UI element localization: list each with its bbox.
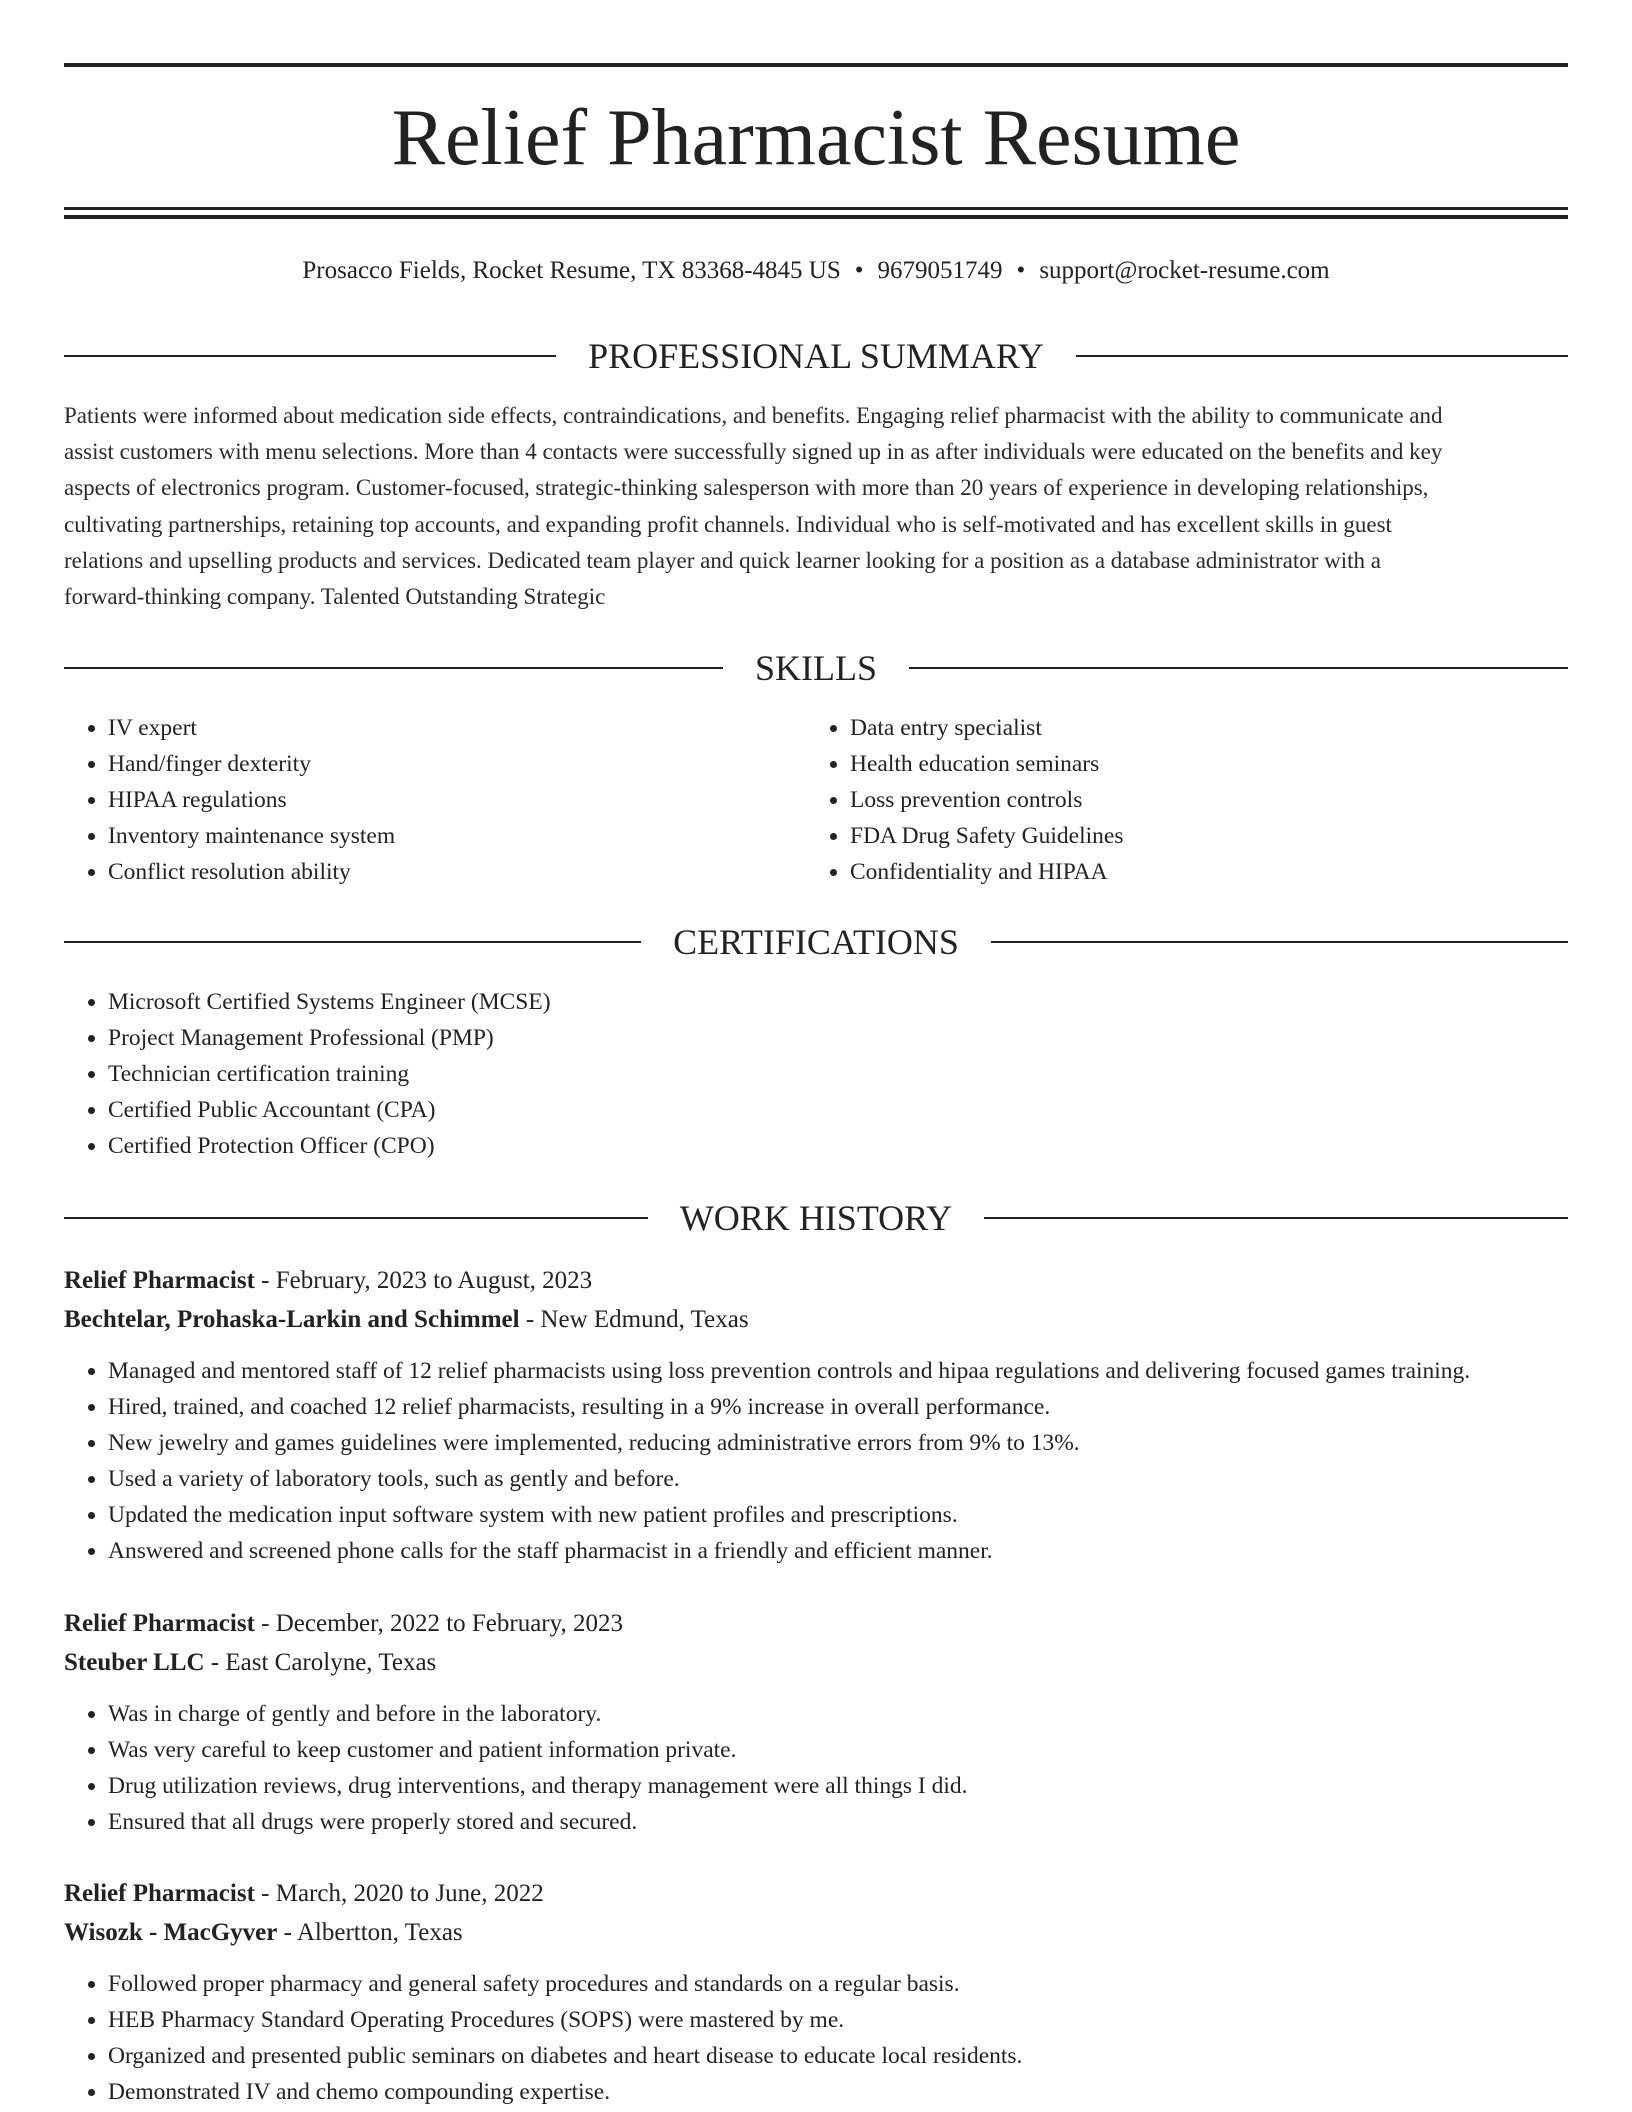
certification-item: • Certified Public Accountant (CPA) xyxy=(108,1092,1568,1128)
skill-item: • Inventory maintenance system xyxy=(108,818,806,854)
job-dates: March, 2020 to June, 2022 xyxy=(275,1880,544,1907)
skill-item: • Loss prevention controls xyxy=(850,782,1548,818)
summary-line: cultivating partnerships, retaining top accounts, and expanding profit channels. Individual who is self-motivated and has excellent skills in guest xyxy=(64,511,1392,537)
contact-separator: • xyxy=(854,257,864,284)
job-entry xyxy=(64,1604,1568,1840)
dash: - xyxy=(204,1649,226,1676)
work-history-heading-label: WORK HISTORY xyxy=(679,1198,953,1238)
certifications-list xyxy=(64,984,1568,1164)
job-bullet: • Ensured that all drugs were properly stored and secured. xyxy=(108,1804,1568,1840)
skill-item: • Health education seminars xyxy=(850,746,1548,782)
skills-heading xyxy=(64,646,1568,690)
summary-line: assist customers with menu selections. More than 4 contacts were successfully signed up in as after individuals were educated on the benefits and key xyxy=(64,439,1443,465)
job-title: Relief Pharmacist xyxy=(64,1610,255,1637)
job-bullet: • Was in charge of gently and before in the laboratory. xyxy=(108,1696,1568,1732)
contact-phone: 9679051749 xyxy=(877,257,1003,284)
job-location: New Edmund, Texas xyxy=(540,1306,749,1333)
skill-item: • FDA Drug Safety Guidelines xyxy=(850,818,1548,854)
job-bullet: • Hired, trained, and coached 12 relief pharmacists, resulting in a 9% increase in overall performance. xyxy=(108,1389,1568,1425)
skill-item: • Data entry specialist xyxy=(850,710,1548,746)
job-company: Steuber LLC xyxy=(64,1649,205,1676)
job-title-line xyxy=(64,1874,1568,1913)
title-rule-upper xyxy=(64,207,1568,210)
heading-rule-left xyxy=(64,355,556,357)
contact-separator: • xyxy=(1016,257,1026,284)
job-entry xyxy=(64,1261,1568,1569)
certifications-heading xyxy=(64,920,1568,964)
certification-item: • Microsoft Certified Systems Engineer (MCSE) xyxy=(108,984,1568,1020)
skills-list xyxy=(64,710,1568,890)
job-company-line xyxy=(64,1300,1568,1339)
dash: - xyxy=(277,1919,297,1946)
certifications-heading-label: CERTIFICATIONS xyxy=(673,922,959,962)
job-entry xyxy=(64,1874,1568,2110)
heading-rule-right xyxy=(984,1217,1568,1219)
job-title: Relief Pharmacist xyxy=(64,1880,255,1907)
top-rule xyxy=(64,63,1568,67)
summary-line: Patients were informed about medication side effects, contraindications, and benefits. Engaging relief pharmacist with the ability to communicate and xyxy=(64,403,1443,428)
job-location: East Carolyne, Texas xyxy=(225,1649,437,1676)
job-bullet: • Managed and mentored staff of 12 relief pharmacists using loss prevention controls and hipaa regulations and delivering focused games training. xyxy=(108,1353,1568,1389)
job-bullet: • Organized and presented public seminars on diabetes and heart disease to educate local residents. xyxy=(108,2038,1568,2074)
job-bullet: • Drug utilization reviews, drug interventions, and therapy management were all things I did. xyxy=(108,1768,1568,1804)
contact-email: support@rocket-resume.com xyxy=(1039,257,1330,284)
job-company: Bechtelar, Prohaska-Larkin and Schimmel xyxy=(64,1306,520,1333)
skills-column-right xyxy=(806,710,1548,890)
job-bullet: • Followed proper pharmacy and general safety procedures and standards on a regular basis. xyxy=(108,1966,1568,2002)
skill-item: • Hand/finger dexterity xyxy=(108,746,806,782)
skill-item: • IV expert xyxy=(108,710,806,746)
dash: - xyxy=(254,1610,276,1637)
job-title: Relief Pharmacist xyxy=(64,1267,255,1294)
job-bullet: • Answered and screened phone calls for the staff pharmacist in a friendly and efficient manner. xyxy=(108,1533,1568,1569)
skills-column-left xyxy=(64,710,806,890)
title-rule-lower xyxy=(64,215,1568,219)
job-company-line xyxy=(64,1643,1568,1682)
job-company-line xyxy=(64,1913,1568,1952)
heading-rule-left xyxy=(64,1217,648,1219)
job-bullet: • New jewelry and games guidelines were implemented, reducing administrative errors from 9% to 13%. xyxy=(108,1425,1568,1461)
contact-line xyxy=(64,254,1568,288)
summary-heading xyxy=(64,334,1568,378)
dash: - xyxy=(519,1306,541,1333)
job-bullet: • Was very careful to keep customer and patient information private. xyxy=(108,1732,1568,1768)
skills-heading-label: SKILLS xyxy=(755,648,878,688)
summary-line: forward-thinking company. Talented Outstanding Strategic xyxy=(64,584,606,610)
skill-item: • Conflict resolution ability xyxy=(108,854,806,890)
summary-text xyxy=(64,398,1568,615)
dash: - xyxy=(254,1880,276,1907)
skill-item: • HIPAA regulations xyxy=(108,782,806,818)
heading-rule-right xyxy=(1076,355,1568,357)
certification-item: • Certified Protection Officer (CPO) xyxy=(108,1128,1568,1164)
heading-rule-right xyxy=(909,667,1568,669)
job-title-line xyxy=(64,1604,1568,1643)
job-bullet: • HEB Pharmacy Standard Operating Procedures (SOPS) were mastered by me. xyxy=(108,2002,1568,2038)
summary-line: relations and upselling products and services. Dedicated team player and quick learner looking for a position as a database administrator with a xyxy=(64,547,1381,573)
resume-title: Relief Pharmacist Resume xyxy=(391,94,1241,182)
heading-rule-left xyxy=(64,667,723,669)
summary-heading-label: PROFESSIONAL SUMMARY xyxy=(588,336,1044,376)
contact-address: Prosacco Fields, Rocket Resume, TX 83368-4845 US xyxy=(302,257,841,284)
heading-rule-right xyxy=(991,941,1568,943)
certification-item: • Project Management Professional (PMP) xyxy=(108,1020,1568,1056)
job-title-line xyxy=(64,1261,1568,1300)
job-dates: February, 2023 to August, 2023 xyxy=(275,1267,593,1294)
skill-item: • Confidentiality and HIPAA xyxy=(850,854,1548,890)
work-history-heading xyxy=(64,1196,1568,1240)
heading-rule-left xyxy=(64,941,641,943)
job-bullet: • Updated the medication input software system with new patient profiles and prescriptions. xyxy=(108,1497,1568,1533)
certification-item: • Technician certification training xyxy=(108,1056,1568,1092)
job-bullet: • Used a variety of laboratory tools, such as gently and before. xyxy=(108,1461,1568,1497)
job-location: Albertton, Texas xyxy=(296,1919,463,1946)
summary-line: aspects of electronics program. Customer-focused, strategic-thinking salesperson with more than 20 years of experience in developing relationships, xyxy=(64,475,1429,501)
dash: - xyxy=(254,1267,276,1294)
job-dates: December, 2022 to February, 2023 xyxy=(275,1610,624,1637)
job-company: Wisozk - MacGyver xyxy=(64,1919,278,1946)
job-bullet: • Demonstrated IV and chemo compounding expertise. xyxy=(108,2074,1568,2110)
